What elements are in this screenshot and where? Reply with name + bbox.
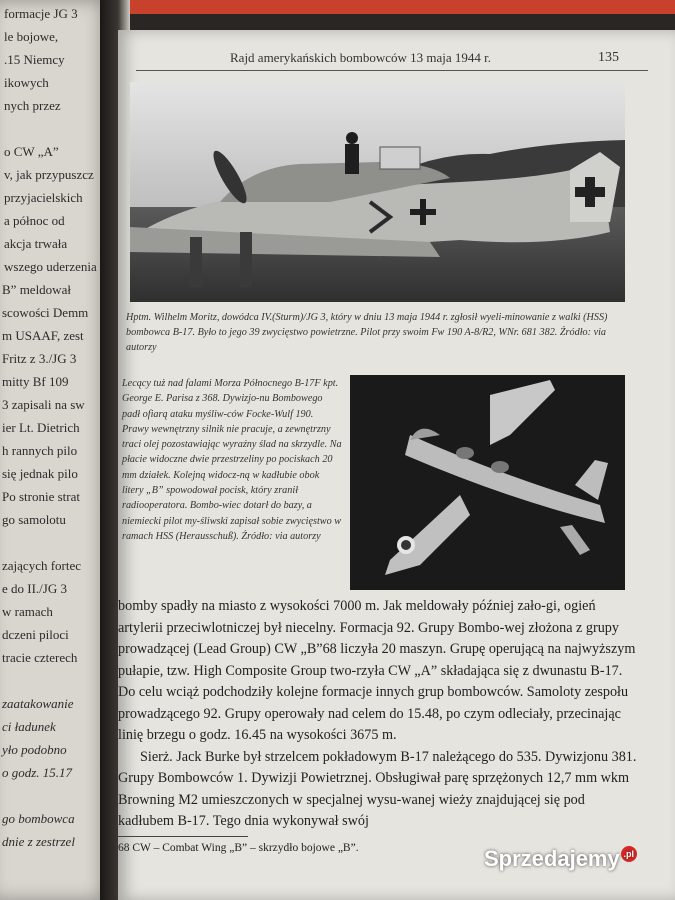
left-page-line: o CW „A” [4,144,59,159]
left-page-line: formacje JG 3 [4,6,78,21]
left-page-line: w ramach [2,604,53,619]
right-page [118,30,675,900]
left-page-line: a północ od [4,213,65,228]
left-page-line: go samolotu [2,512,66,527]
fw190-photo-illustration [130,82,625,302]
left-page-line: Fritz z 3./JG 3 [2,351,77,366]
left-page-line: zaatakowanie [2,696,74,711]
left-page [0,0,112,900]
left-page-line: v, jak przypuszcz [4,167,94,182]
left-page-line: go bombowca [2,811,75,826]
watermark-logo [484,846,637,872]
left-page-line: ikowych [4,75,49,90]
photo-caption-1: Hptm. Wilhelm Moritz, dowódca IV.(Sturm)/JG 3, który w dniu 13 maja 1944 r. zgłosił wyeli-minowanie z walki (HSS) bombowca B-17. Było to jego 39 zwycięstwo powietrzne. Pilot przy swoim Fw 190 A-8/R2, WNr. 681 382. Źródło: via autorzy [126,312,608,353]
left-page-line: B” meldował [2,282,71,297]
left-page-line: e do II./JG 3 [2,581,67,596]
photo-fw190-pilot [130,82,625,302]
left-page-line: akcja trwała [4,236,68,251]
left-page-line: dczeni piloci [2,627,69,642]
left-page-line: le bojowe, [4,29,59,44]
left-page-line: scowości Demm [2,305,89,320]
page-number: 135 [598,50,619,65]
left-page-line: ci ładunek [2,719,56,734]
left-page-line: Po stronie strat [2,489,80,504]
left-page-line: zających fortec [2,558,82,573]
left-page-line: o godz. 15.17 [2,765,73,780]
running-header [230,48,650,68]
left-page-line: się jednak pilo [2,466,78,481]
b17-photo-illustration [350,375,625,590]
left-page-line: ier Lt. Dietrich [2,420,80,435]
body-paragraph-1: bomby spadły na miasto z wysokości 7000 m. Jak meldowały później zało-gi, ogień artylerii przeciwlotniczej był niecelny. Formacja 92. Grupy Bombo-wej złożona z grupy prowadzącej (Lead Group) CW „B”68 liczyła 20 maszyn. Grupę operującą na najwyższym pułapie, tzw. High Composite Group two-rzyła CW „A” składająca się z dwunastu B-17. Do celu wciąż podchodziły kolejne formacje innych grup bombowców. Samoloty zespołu prowadzącego 92. Grupy operowały nad celem do 15.48, po czym odleciały, przecinając linię brzegu o godz. 16.45 na wysokości 3675 m. [118,598,636,743]
left-page-line: yło podobno [2,742,67,757]
left-page-line: m USAAF, zest [2,328,84,343]
watermark-badge: .pl [621,846,637,862]
left-page-line: 3 zapisali na sw [2,397,85,412]
watermark-text: Sprzedajemy [484,846,620,871]
body-paragraph-2: Sierż. Jack Burke był strzelcem pokładowym B-17 należącego do 535. Dywizjonu 381. Grupy Bombowców 1. Dywizji Powietrznej. Obsługiwał parę sprzężonych 12,7 mm wkm Browning M2 umieszczonych w specjalnej wysu-wanej wieży znajdującej się pod kadłubem B-17. Tego dnia wykonywał swój [118,748,637,829]
left-page-line: przyjacielskich [4,190,83,205]
body-text [118,596,638,833]
header-rule [136,70,648,71]
running-title: Rajd amerykańskich bombowców 13 maja 1944 r. [230,50,492,65]
left-page-line: tracie czterech [2,650,78,665]
photo-b17-bomber [350,375,625,590]
left-page-line: h rannych pilo [2,443,78,458]
left-page-line: wszego uderzenia [4,259,97,274]
photo-caption-2: Lecący tuż nad falami Morza Północnego B-17F kpt. George E. Parisa z 368. Dywizjo-nu Bombowego padł ofiarą ataku myśliw-ców Focke-Wulf 190. Prawy wewnętrzny silnik nie pracuje, a zewnętrzny traci olej pozostawiając wyraźny ślad na skrzydle. Na płacie widoczne dwie przestrzeliny po pociskach 20 mm działek. Kolejną widocz-ną w kadłubie obok litery „B” spowodował pocisk, który zranił radiooperatora. Bombo-wiec dotarł do bazy, a niemiecki pilot my-śliwski zapisał sobie zwycięstwo w ramach HSS (Herausschuß). Źródło: via autorzy [122,378,342,542]
footnote-rule [118,836,248,837]
left-page-line: nych przez [4,98,61,113]
left-page-line: .15 Niemcy [4,52,65,67]
left-page-line: mitty Bf 109 [2,374,69,389]
footnote: 68 CW – Combat Wing „B” – skrzydło bojowe „B”. [118,842,359,854]
left-page-line: dnie z zestrzel [2,834,75,849]
